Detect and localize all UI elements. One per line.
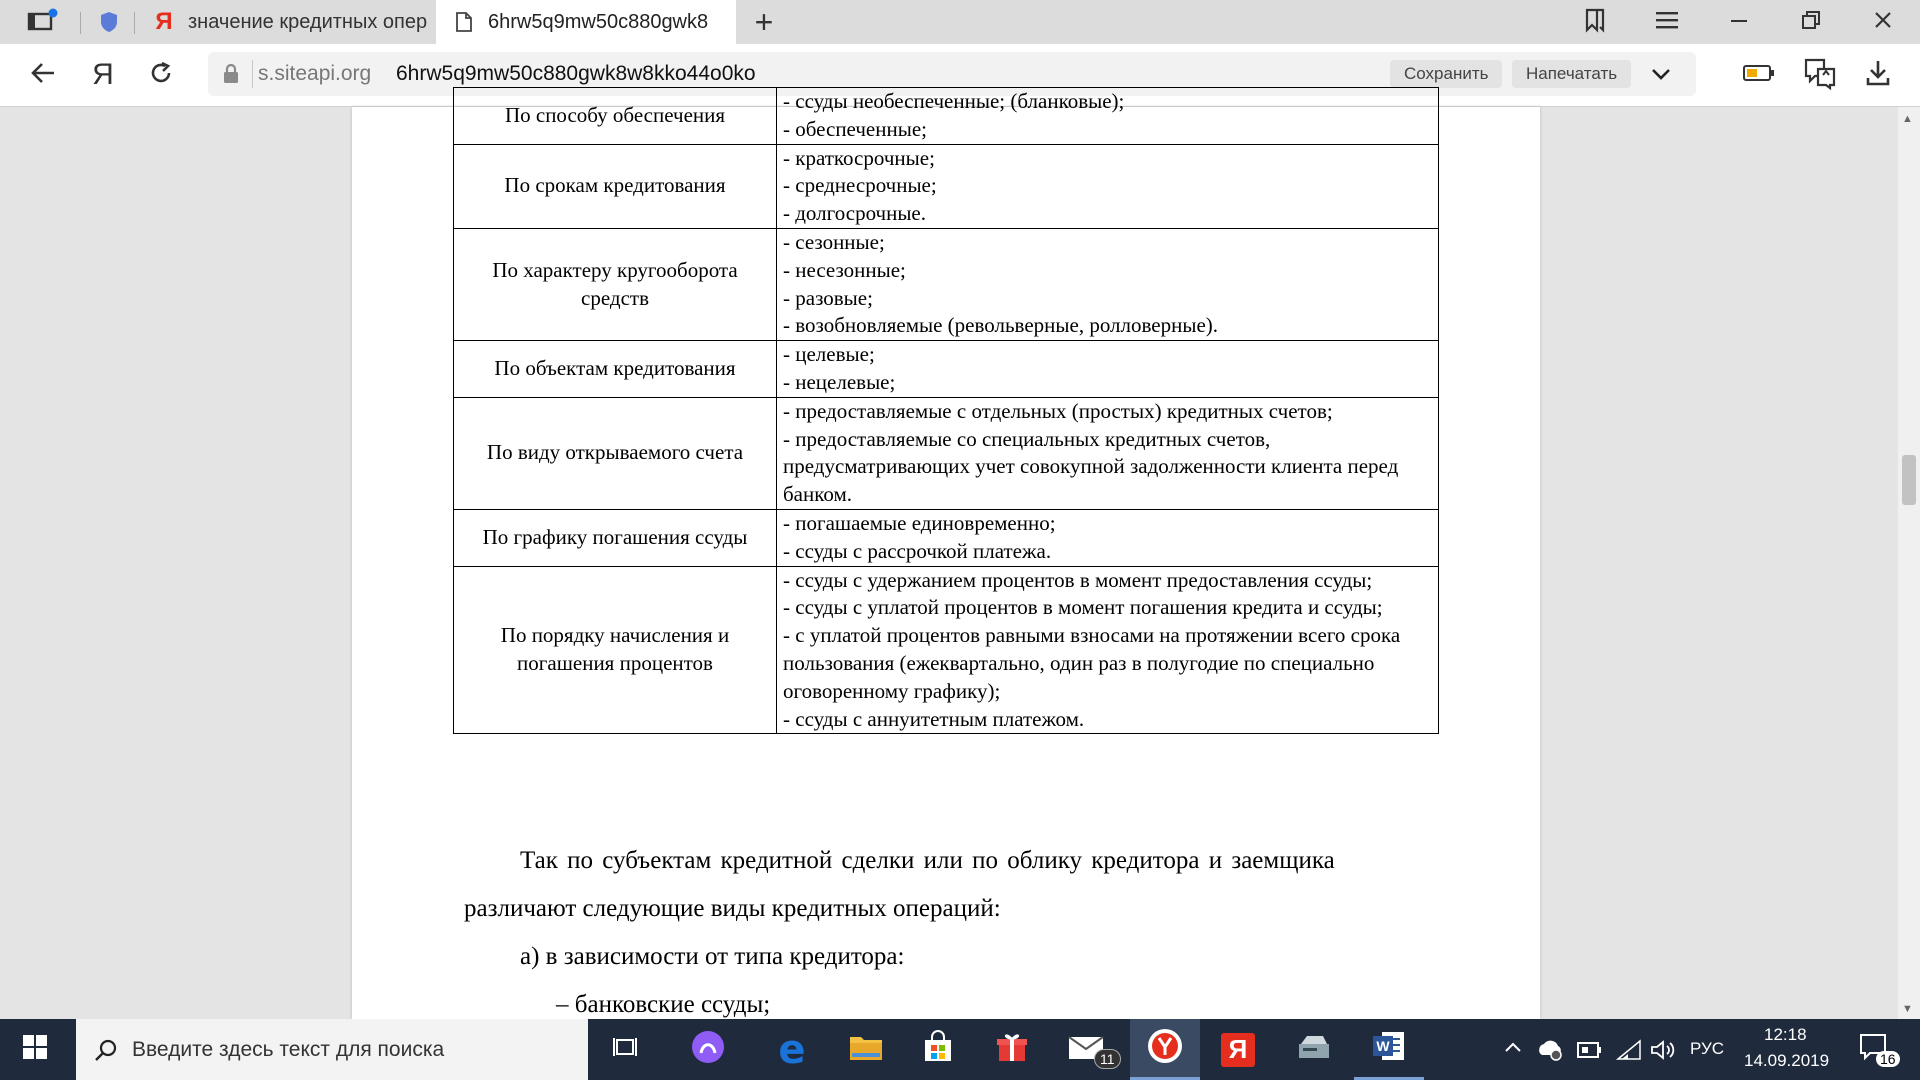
close-window-button[interactable] <box>1858 0 1908 44</box>
restore-icon <box>1801 10 1821 35</box>
cloud-icon[interactable] <box>1536 1037 1564 1066</box>
criterion-cell: По способу обеспечения <box>454 88 777 145</box>
type-item: - разовые; <box>783 285 873 310</box>
back-button[interactable] <box>18 44 68 106</box>
table-row <box>454 509 1439 566</box>
paragraph-line-2: различают следующие виды кредитных операций: <box>464 895 1001 922</box>
type-item: - ссуды необеспеченные; (бланковые); <box>783 89 1125 113</box>
save-button[interactable]: Сохранить <box>1390 60 1502 88</box>
mail-button[interactable] <box>1054 1019 1118 1080</box>
document-page <box>352 89 1540 1019</box>
clock-time[interactable]: 12:18 <box>1764 1025 1807 1044</box>
subheading-a: а) в зависимости от типа кредитора: <box>520 943 905 970</box>
criterion-cell: По характеру кругооборота средств <box>454 228 777 340</box>
translate-icon <box>1804 58 1836 93</box>
criterion-cell: По объектам кредитования <box>454 341 777 398</box>
scroll-up-icon[interactable]: ▲ <box>1902 113 1913 125</box>
word-button[interactable] <box>1354 1019 1424 1080</box>
mail-badge: 11 <box>1094 1049 1121 1069</box>
yandex-icon: Я <box>155 8 173 35</box>
shield-icon <box>96 11 122 33</box>
type-item: - ссуды с уплатой процентов в момент погашения кредита и ссуды; <box>783 595 1383 620</box>
print-button[interactable]: Напечатать <box>1512 60 1631 88</box>
taskbar-search-box[interactable] <box>76 1019 588 1080</box>
table-row <box>454 566 1439 734</box>
start-button[interactable] <box>0 1019 70 1080</box>
table-row <box>454 397 1439 509</box>
word-icon <box>1372 1030 1406 1067</box>
types-cell <box>777 88 1439 145</box>
chevron-down-icon[interactable] <box>1650 64 1672 89</box>
type-item: - целевые; <box>783 342 875 367</box>
type-item: - возобновляемые (револьверные, ролловерные). <box>783 313 1219 338</box>
type-item: - ссуды с аннуитетным платежом. <box>783 706 1085 731</box>
type-item: - обеспеченные; <box>783 116 927 141</box>
table-row <box>454 144 1439 228</box>
type-item: - предоставляемые со специальных кредитных счетов, предусматривающих учет совокупной задолженности клиента перед банком. <box>783 426 1399 507</box>
type-item: - сезонные; <box>783 229 885 254</box>
battery-indicator[interactable] <box>1736 44 1782 106</box>
type-item: - погашаемые единовременно; <box>783 510 1056 535</box>
vertical-scrollbar[interactable] <box>1898 107 1920 1019</box>
table-row <box>454 88 1439 145</box>
url-host: s.siteapi.org <box>258 62 372 85</box>
notifications-count: 16 <box>1876 1051 1900 1067</box>
task-view-button[interactable] <box>596 1019 656 1080</box>
tab-strip <box>0 0 1920 44</box>
tab-search-results[interactable] <box>136 0 436 44</box>
folder-icon <box>849 1033 883 1066</box>
criterion-cell: По виду открываемого счета <box>454 397 777 509</box>
table-row <box>454 341 1439 398</box>
type-item: - с уплатой процентов равными взносами на протяжении всего срока пользования (ежеквартально, один раз в полугодие по специально оговоренному графику); <box>783 623 1401 703</box>
search-placeholder: Введите здесь текст для поиска <box>132 1038 445 1061</box>
gift-app-button[interactable] <box>980 1019 1044 1080</box>
criterion-cell: По графику погашения ссуды <box>454 509 777 566</box>
type-item: - несезонные; <box>783 257 906 282</box>
page-viewport <box>0 89 1920 1019</box>
battery-icon <box>1743 64 1775 87</box>
alice-button[interactable] <box>676 1019 740 1080</box>
tab-separator <box>80 12 81 34</box>
tab-title: значение кредитных опер <box>188 10 428 33</box>
scanner-icon <box>1297 1032 1331 1067</box>
yandex-home-button[interactable] <box>78 44 128 106</box>
type-item: - нецелевые; <box>783 369 896 394</box>
volume-icon[interactable] <box>1650 1039 1676 1066</box>
back-arrow-icon <box>30 61 56 90</box>
svg-text:W: W <box>1376 1037 1390 1054</box>
host-separator <box>252 60 253 88</box>
tab-title: 6hrw5q9mw50c880gwk8 <box>488 10 709 33</box>
store-button[interactable] <box>906 1019 970 1080</box>
search-icon <box>94 1038 118 1067</box>
wifi-icon[interactable] <box>1616 1039 1642 1066</box>
tabs-panel-button[interactable] <box>14 0 70 44</box>
clock-date[interactable]: 14.09.2019 <box>1744 1051 1830 1070</box>
table-row <box>454 228 1439 340</box>
battery-tray-icon[interactable] <box>1576 1039 1604 1066</box>
lock-icon <box>222 63 240 90</box>
store-icon <box>923 1032 953 1067</box>
type-item: - ссуды с удержанием процентов в момент предоставления ссуды; <box>783 567 1373 592</box>
downloads-button[interactable] <box>1854 44 1902 106</box>
close-icon <box>1873 10 1893 35</box>
type-item: - долгосрочные. <box>783 201 927 226</box>
menu-button[interactable] <box>1642 0 1692 44</box>
input-language[interactable]: РУС <box>1690 1039 1725 1058</box>
yandex-browser-button[interactable] <box>1130 1019 1200 1080</box>
type-item: - ссуды с рассрочкой платежа. <box>783 538 1052 563</box>
type-item: - краткосрочные; <box>783 145 935 170</box>
file-explorer-button[interactable] <box>834 1019 898 1080</box>
yandex-logo-icon: Я <box>92 58 114 91</box>
plus-icon: + <box>754 3 774 40</box>
document-icon <box>450 12 478 32</box>
download-icon <box>1865 59 1891 92</box>
restore-button[interactable] <box>1786 0 1836 44</box>
hamburger-icon <box>1655 10 1679 35</box>
criterion-cell: По срокам кредитования <box>454 144 777 228</box>
reload-button[interactable] <box>136 44 186 106</box>
gift-icon <box>996 1031 1028 1068</box>
task-view-icon <box>613 1036 639 1063</box>
tabs-panel-icon <box>26 7 58 38</box>
yandex-app-button[interactable] <box>1206 1019 1270 1080</box>
scrollbar-thumb[interactable] <box>1902 455 1916 505</box>
bookmarks-button[interactable] <box>1570 0 1620 44</box>
translate-button[interactable] <box>1796 44 1844 106</box>
types-cell <box>777 228 1439 340</box>
reload-icon <box>149 61 173 90</box>
new-tab-button[interactable] <box>742 0 786 44</box>
criterion-cell: По порядку начисления и погашения процентов <box>454 566 777 734</box>
tab-pinned[interactable] <box>82 0 132 44</box>
tab-separator <box>134 12 135 34</box>
bullet-item: – банковские ссуды; <box>556 991 771 1018</box>
paragraph-line-1: Так по субъектам кредитной сделки или по облику кредитора и заемщика <box>520 847 1335 874</box>
minimize-icon <box>1729 10 1749 35</box>
yandex-icon: Я <box>1221 1033 1255 1067</box>
edge-button[interactable] <box>760 1019 824 1080</box>
alice-icon <box>691 1030 725 1069</box>
tab-active-document[interactable] <box>436 0 736 44</box>
types-cell <box>777 144 1439 228</box>
yandex-browser-icon <box>1147 1028 1183 1069</box>
types-cell <box>777 566 1439 734</box>
types-cell <box>777 397 1439 509</box>
windows-taskbar <box>0 1019 1920 1080</box>
type-item: - среднесрочные; <box>783 173 937 198</box>
types-cell <box>777 509 1439 566</box>
edge-icon: e <box>778 1026 806 1073</box>
minimize-button[interactable] <box>1714 0 1764 44</box>
bookmarks-icon <box>1582 7 1608 38</box>
scroll-down-icon[interactable]: ▼ <box>1902 1003 1913 1015</box>
windows-logo-icon <box>23 1035 47 1064</box>
chevron-up-icon[interactable] <box>1504 1039 1522 1062</box>
url-path: 6hrw5q9mw50c880gwk8w8kko44o0ko <box>396 62 756 85</box>
fax-scan-button[interactable] <box>1282 1019 1346 1080</box>
credit-classification-table <box>453 87 1439 734</box>
type-item: - предоставляемые с отдельных (простых) кредитных счетов; <box>783 398 1333 423</box>
types-cell <box>777 341 1439 398</box>
